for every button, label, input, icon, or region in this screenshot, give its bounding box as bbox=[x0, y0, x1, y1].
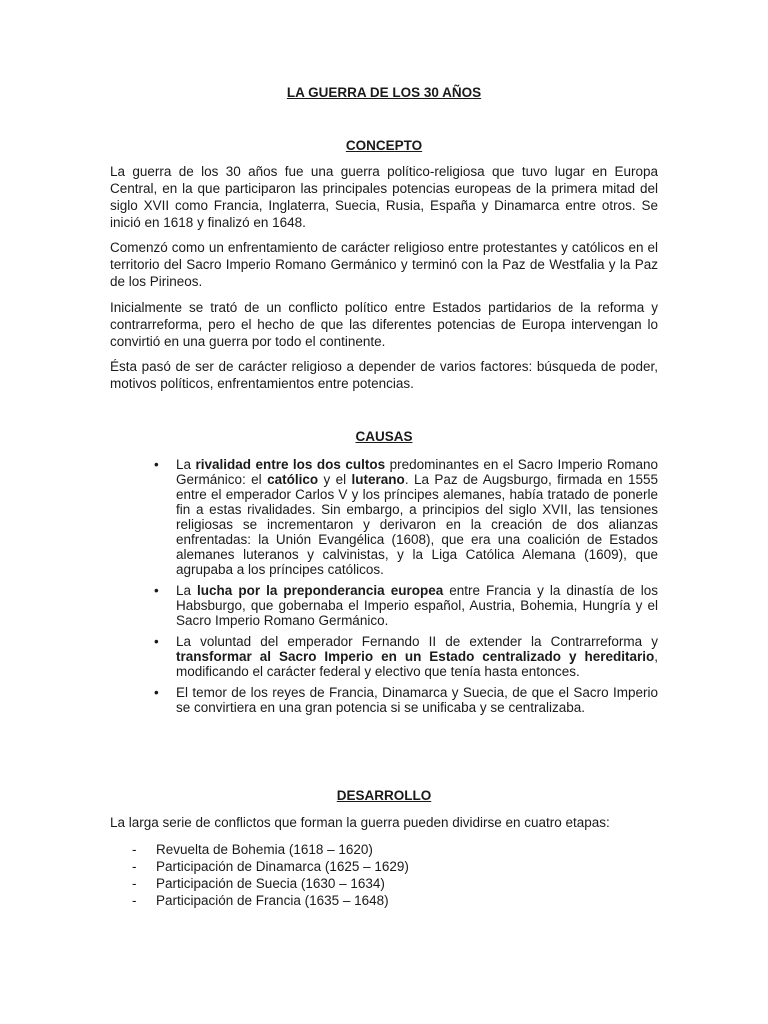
list-item bbox=[110, 841, 409, 858]
concepto-paragraph-1: La guerra de los 30 años fue una guerra político-religiosa que tuvo lugar en Europa Central, en la que participaron las principales potencias europeas de la primera mitad del siglo XVII como Francia, Inglaterra, Suecia, Rusia, España y Dinamarca entre otros. Se inició en 1618 y finalizó en 1648. bbox=[110, 164, 658, 230]
item-text: y el bbox=[318, 472, 352, 487]
dash-icon: - bbox=[132, 859, 137, 874]
item-bold-text: rivalidad entre los dos cultos bbox=[195, 457, 386, 472]
list-item bbox=[110, 892, 409, 909]
etapa-text: Participación de Dinamarca (1625 – 1629) bbox=[156, 859, 409, 874]
item-text: La bbox=[176, 457, 196, 472]
item-text: La voluntad del emperador Fernando II de extender la Contrarreforma y bbox=[176, 634, 658, 649]
concepto-paragraph-2: Comenzó como un enfrentamiento de carácter religioso entre protestantes y católicos en el territorio del Sacro Imperio Romano Germánico y terminó con la Paz de Westfalia y la Paz de los Pirineos. bbox=[110, 240, 658, 289]
dash-icon: - bbox=[132, 876, 137, 891]
item-bold-text: lucha por la preponderancia europea bbox=[197, 583, 444, 598]
section-heading-causas: CAUSAS bbox=[355, 429, 413, 444]
item-text: , modificando el carácter federal y electivo que tenía hasta entonces. bbox=[176, 649, 658, 679]
dash-icon: - bbox=[132, 893, 137, 908]
bullet-icon: • bbox=[154, 634, 159, 649]
item-bold-text: luterano bbox=[351, 472, 405, 487]
list-item bbox=[110, 457, 658, 577]
document-title: LA GUERRA DE LOS 30 AÑOS bbox=[286, 85, 482, 100]
item-text: El temor de los reyes de Francia, Dinamarca y Suecia, de que el Sacro Imperio se convirtiera en una gran potencia si se unificaba y se centralizaba. bbox=[176, 685, 658, 715]
item-text: La bbox=[176, 583, 198, 598]
list-item bbox=[110, 583, 658, 628]
list-item bbox=[110, 685, 658, 715]
concepto-paragraph-4: Ésta pasó de ser de carácter religioso a depender de varios factores: búsqueda de poder, motivos políticos, enfrentamientos entre potencias. bbox=[110, 359, 658, 391]
causas-list bbox=[110, 457, 658, 721]
etapa-text: Participación de Francia (1635 – 1648) bbox=[156, 893, 389, 908]
etapa-text: Participación de Suecia (1630 – 1634) bbox=[156, 876, 385, 891]
list-item bbox=[110, 875, 409, 892]
etapas-list bbox=[110, 841, 409, 909]
concepto-paragraph-3: Inicialmente se trató de un conflicto político entre Estados partidarios de la reforma y contrarreforma, pero el hecho de que las diferentes potencias de Europa intervengan lo convirtió en una guerra por todo el continente. bbox=[110, 300, 658, 349]
item-bold-text: católico bbox=[267, 472, 319, 487]
item-text: . La Paz de Augsburgo, firmada en 1555 entre el emperador Carlos V y los príncipes alemanes, había tratado de ponerle fin a estas rivalidades. Sin embargo, a principios del siglo XVII, las tensiones religiosas se incrementaron y derivaron en la creación de dos alianzas enfrentadas: la Unión Evangélica (1608), que era una coalición de Estados alemanes luteranos y calvinistas, y la Liga Católica Alemana (1609), que agrupaba a los príncipes católicos. bbox=[176, 472, 658, 577]
section-heading-desarrollo: DESARROLLO bbox=[336, 788, 432, 803]
item-text: predominantes en el Sacro Imperio Romano Germánico: el bbox=[176, 457, 658, 487]
list-item bbox=[110, 634, 658, 679]
section-heading-concepto: CONCEPTO bbox=[345, 138, 423, 153]
item-text: entre Francia y la dinastía de los Habsburgo, que gobernaba el Imperio español, Austria, Bohemia, Hungría y el Sacro Imperio Romano Germánico. bbox=[176, 583, 658, 628]
item-bold-text: transformar al Sacro Imperio en un Estado centralizado y hereditario bbox=[176, 649, 655, 664]
bullet-icon: • bbox=[154, 583, 159, 598]
bullet-icon: • bbox=[154, 685, 159, 700]
dash-icon: - bbox=[132, 842, 137, 857]
etapa-text: Revuelta de Bohemia (1618 – 1620) bbox=[156, 842, 373, 857]
bullet-icon: • bbox=[154, 457, 159, 472]
desarrollo-intro: La larga serie de conflictos que forman la guerra pueden dividirse en cuatro etapas: bbox=[110, 815, 610, 830]
list-item bbox=[110, 858, 409, 875]
